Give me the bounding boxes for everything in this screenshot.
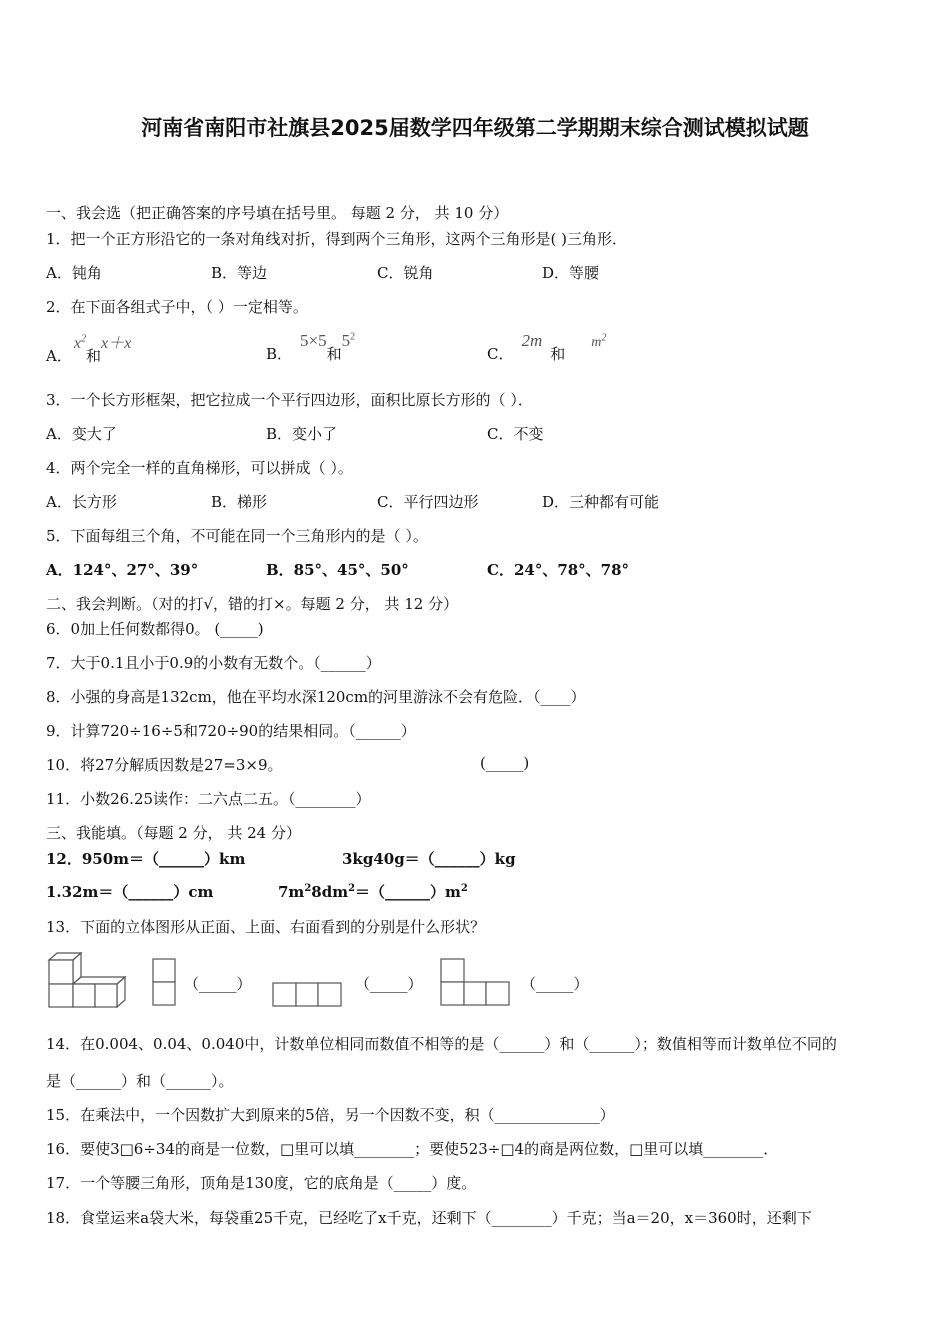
q7-text: 7．大于0.1且小于0.9的小数有无数个。（______） bbox=[46, 654, 381, 672]
q15-text: 15．在乘法中，一个因数扩大到原来的5倍，另一个因数不变，积（______________） bbox=[46, 1106, 615, 1124]
q14-text-line2: 是（______）和（______）。 bbox=[46, 1072, 234, 1090]
q1-text: 1．把一个正方形沿它的一条对角线对折，得到两个三角形，这两个三角形是( )三角形． bbox=[46, 230, 628, 248]
q6-text: 6．0加上任何数都得0。 (_____) bbox=[46, 620, 264, 638]
q12-part-d: $7m^28dm^2=(\_\_\_\_\_\_)m^2$ bbox=[278, 883, 468, 901]
q3-option-a[interactable]: A．变大了 bbox=[46, 425, 117, 443]
q9-text: 9．计算720÷16÷5和720÷90的结果相同。（______） bbox=[46, 722, 416, 740]
section3-heading: 三、我能填。（每题 2 分， 共 24 分） bbox=[46, 824, 301, 842]
q2-c-expr1: 2m bbox=[521, 331, 543, 350]
q18-text: 18．食堂运来a袋大米，每袋重25千克，已经吃了x千克，还剩下（________）千克；当a＝20，x＝360时，还剩下 bbox=[46, 1209, 812, 1227]
q2-option-c-label: C． bbox=[487, 345, 514, 363]
q5-option-c[interactable]: C．24°、78°、78° bbox=[487, 561, 630, 579]
q13-solid-figure-icon bbox=[44, 950, 130, 1008]
q2-option-c[interactable] bbox=[487, 330, 607, 363]
section1-heading: 一、我会选（把正确答案的序号填在括号里。 每题 2 分， 共 10 分） bbox=[46, 204, 509, 222]
q12-part-a: 12．950m＝（______）km bbox=[46, 850, 246, 868]
q2-option-a-label: A． bbox=[46, 347, 72, 365]
q2-b-expr2: $5^2$ bbox=[341, 331, 356, 350]
q1-option-d[interactable]: D．等腰 bbox=[542, 264, 600, 282]
q2-c-he: 和 bbox=[550, 345, 566, 363]
q13-view-right-icon bbox=[438, 956, 514, 1008]
q2-option-b[interactable] bbox=[266, 330, 356, 363]
q4-option-a[interactable]: A．长方形 bbox=[46, 493, 117, 511]
q13-view-top-icon bbox=[270, 980, 346, 1010]
q10-answer-blank[interactable]: (_____) bbox=[480, 754, 530, 772]
q1-option-c[interactable]: C．锐角 bbox=[377, 264, 434, 282]
q4-option-c[interactable]: C．平行四边形 bbox=[377, 493, 479, 511]
q2-b-he: 和 bbox=[326, 345, 342, 363]
q17-text: 17．一个等腰三角形，顶角是130度，它的底角是（_____）度。 bbox=[46, 1174, 477, 1192]
q4-option-b[interactable]: B．梯形 bbox=[211, 493, 268, 511]
q16-text: 16．要使3□6÷34的商是一位数，□里可以填________；要使523÷□4的商是两位数，□里可以填________． bbox=[46, 1140, 779, 1158]
q12-part-b: 3kg40g＝（______）kg bbox=[342, 850, 516, 868]
q13-answer-blank-3[interactable]: （_____） bbox=[521, 975, 589, 993]
q8-text: 8．小强的身高是132cm，他在平均水深120cm的河里游泳不会有危险．（____） bbox=[46, 688, 586, 706]
q13-view-front-icon bbox=[150, 956, 180, 1008]
section2-heading: 二、我会判断。（对的打√，错的打×。每题 2 分， 共 12 分） bbox=[46, 595, 459, 613]
q2-text: 2．在下面各组式子中，（ ）一定相等。 bbox=[46, 298, 308, 316]
q12-part-c: 1.32m＝（______）cm bbox=[46, 883, 214, 901]
q2-a-expr2: x＋x bbox=[100, 335, 132, 352]
q3-option-c[interactable]: C．不变 bbox=[487, 425, 544, 443]
q4-option-d[interactable]: D．三种都有可能 bbox=[542, 493, 660, 511]
q13-answer-blank-1[interactable]: （_____） bbox=[184, 975, 252, 993]
q1-option-b[interactable]: B．等边 bbox=[211, 264, 268, 282]
page-title: 河南省南阳市社旗县2025届数学四年级第二学期期末综合测试模拟试题 bbox=[141, 116, 809, 140]
q5-option-b[interactable]: B．85°、45°、50° bbox=[266, 561, 409, 579]
q5-text: 5．下面每组三个角，不可能在同一个三角形内的是（ ）。 bbox=[46, 527, 428, 545]
q13-answer-blank-2[interactable]: （_____） bbox=[355, 975, 423, 993]
q2-a-he: 和 bbox=[85, 347, 101, 365]
q14-text-line1: 14．在0.004、0.04、0.040中，计数单位相同而数值不相等的是（______）和（______）；数值相等而计数单位不同的 bbox=[46, 1035, 837, 1053]
q3-text: 3．一个长方形框架，把它拉成一个平行四边形，面积比原长方形的（ ）． bbox=[46, 391, 533, 409]
q3-option-b[interactable]: B．变小了 bbox=[266, 425, 338, 443]
q11-text: 11．小数26.25读作：二六点二五。（________） bbox=[46, 790, 371, 808]
q4-text: 4．两个完全一样的直角梯形，可以拼成（ ）。 bbox=[46, 459, 353, 477]
q2-a-expr1: $x^2$ bbox=[73, 333, 86, 352]
q13-text: 13．下面的立体图形从正面、上面、右面看到的分别是什么形状？ bbox=[46, 918, 486, 936]
q1-option-a[interactable]: A．钝角 bbox=[46, 264, 102, 282]
q5-option-a[interactable]: A．124°、27°、39° bbox=[46, 561, 199, 579]
q2-option-a[interactable] bbox=[46, 330, 132, 365]
q2-c-expr2: $m^2$ bbox=[591, 332, 607, 350]
q10-text: 10．将27分解质因数是27=3×9。 bbox=[46, 756, 283, 774]
q2-b-expr1: 5×5 bbox=[300, 331, 327, 350]
q2-option-b-label: B． bbox=[266, 345, 293, 363]
